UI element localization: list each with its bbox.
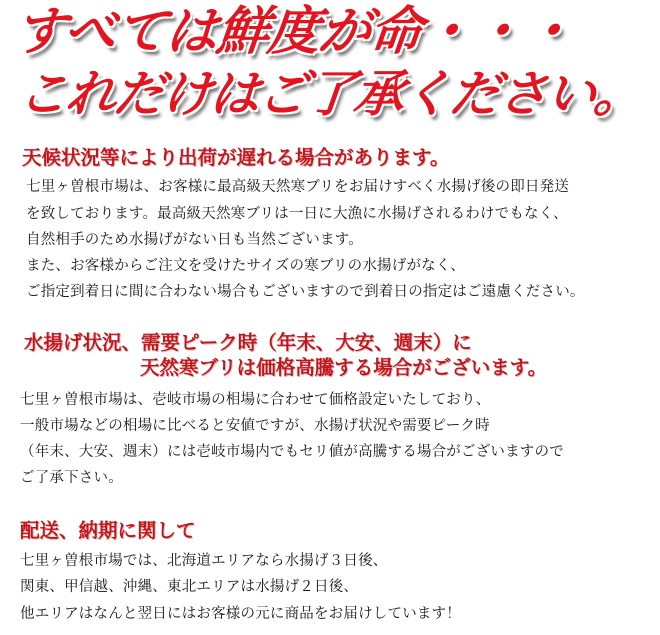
section-3-heading: 配送、納期に関して — [20, 519, 196, 542]
banner-line-1: すべては鮮度が命・・・ — [10, 2, 578, 62]
section-2-line-3: （年末、大安、週末）には壱岐市場内でもセリ値が高騰する場合がございますので — [20, 444, 564, 460]
section-3-line-1: 七里ヶ曽根市場では、北海道エリアなら水揚げ３日後、 — [20, 553, 388, 569]
section-1-line-3: 自然相手のため水揚げがない日も当然ございます。 — [26, 232, 363, 248]
title-banner — [0, 0, 660, 135]
section-2-line-1: 七里ヶ曽根市場は、壱岐市場の相場に合わせて価格設定いたしており、 — [20, 392, 491, 408]
section-3-line-2: 関東、甲信越、沖縄、東北エリアは水揚げ２日後、 — [20, 579, 359, 595]
section-2-heading-line-2: 天然寒ブリは価格高騰する場合がございます。 — [140, 356, 548, 379]
section-1-line-5: ご指定到着日に間に合わない場合もございますので到着日の指定はご遠慮ください。 — [26, 284, 585, 300]
section-2-heading-line-1: 水揚げ状況、需要ピーク時（年末、大安、週末）に — [24, 331, 472, 354]
section-1-line-4: また、お客様からご注文を受けたサイズの寒ブリの水揚げがなく、 — [26, 258, 465, 274]
section-1-line-1: 七里ヶ曽根市場は、お客様に最高級天然寒ブリをお届けすべく水揚げ後の即日発送 — [26, 179, 570, 195]
section-1-heading: 天候状況等により出荷が遅れる場合があります。 — [22, 146, 450, 169]
section-2-line-2: 一般市場などの相場に比べると安値ですが、水揚げ状況や需要ピーク時 — [20, 418, 490, 434]
banner-line-2: これだけはご了承ください。 — [14, 65, 646, 123]
section-3-line-3: 他エリアはなんと翌日にはお客様の元に商品をお届けしています！ — [20, 606, 461, 622]
section-1-line-2: を致しております。最高級天然寒ブリは一日に大漁に水揚げされるわけでもなく、 — [26, 206, 568, 222]
section-2-line-4: ご了承下さい。 — [20, 470, 123, 486]
